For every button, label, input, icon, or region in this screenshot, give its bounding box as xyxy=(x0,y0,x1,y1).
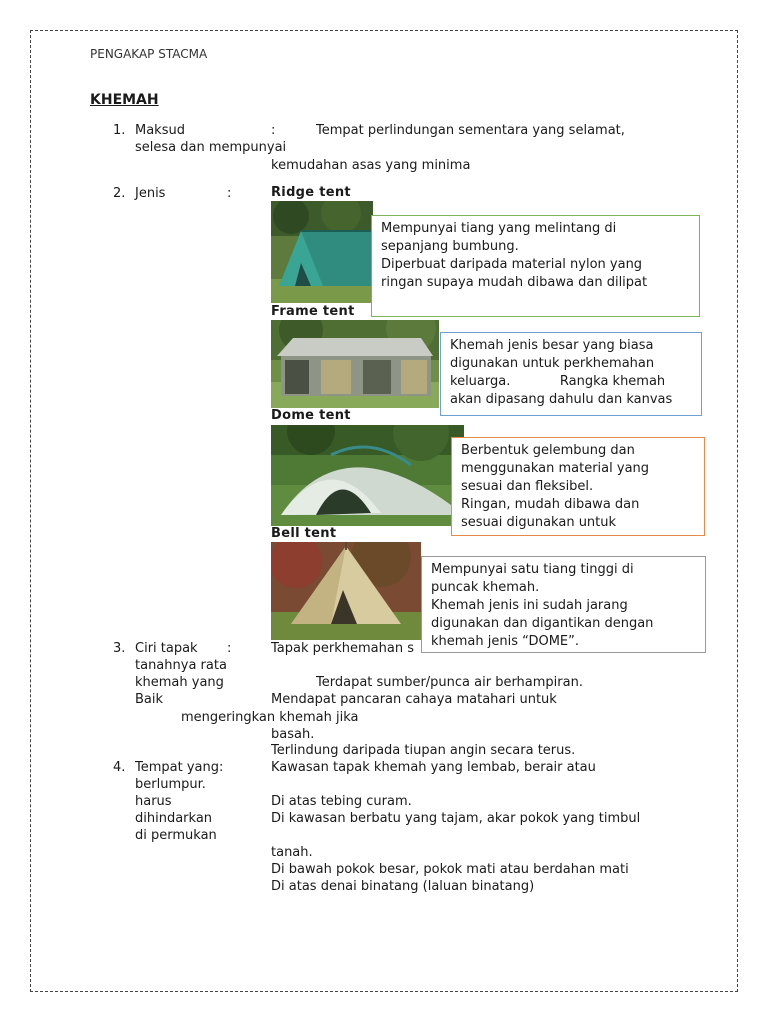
item-label: khemah yang xyxy=(135,675,224,690)
item-label: Ciri tapak xyxy=(135,641,198,656)
item-text: Di bawah pokok besar, pokok mati atau berdahan mati xyxy=(271,862,629,877)
item-text: basah. xyxy=(271,727,315,742)
item-text: Di atas tebing curam. xyxy=(271,794,412,809)
item-colon: : xyxy=(227,186,232,201)
item-text: Tempat perlindungan sementara yang selamat, xyxy=(316,123,625,138)
description-line: Berbentuk gelembung dan xyxy=(461,443,635,458)
description-line: ringan supaya mudah dibawa dan dilipat xyxy=(381,275,648,290)
bell-tent-label: Bell tent xyxy=(271,526,337,541)
description-line: sesuai digunakan untuk xyxy=(461,515,617,530)
item-number: 4. xyxy=(113,760,126,775)
bell-tent-description xyxy=(421,556,706,653)
item-label: harus xyxy=(135,794,172,809)
ridge-tent-photo xyxy=(271,201,373,303)
frame-tent-label: Frame tent xyxy=(271,304,355,319)
item-text: mengeringkan khemah jika xyxy=(181,710,359,725)
organization-name: PENGAKAP STACMA xyxy=(90,47,208,61)
bell-tent-photo xyxy=(271,542,421,640)
item-text: kemudahan asas yang minima xyxy=(271,158,471,173)
ridge-tent-label: Ridge tent xyxy=(271,185,351,200)
description-line: Khemah jenis ini sudah jarang xyxy=(431,598,628,613)
description-line: Ringan, mudah dibawa dan xyxy=(461,497,640,512)
item-text: Terlindung daripada tiupan angin secara terus. xyxy=(271,743,576,758)
ridge-tent-description xyxy=(371,215,700,317)
description-line: Mempunyai satu tiang tinggi di xyxy=(431,562,634,577)
item-colon: : xyxy=(227,641,232,656)
description-line: Mempunyai tiang yang melintang di xyxy=(381,221,617,236)
item-label: berlumpur. xyxy=(135,777,206,792)
dome-tent-description xyxy=(451,437,705,536)
item-label: Maksud xyxy=(135,123,185,138)
dome-tent-photo xyxy=(271,425,464,526)
description-line: puncak khemah. xyxy=(431,580,540,595)
item-number: 3. xyxy=(113,641,126,656)
item-text: selesa dan mempunyai xyxy=(135,140,287,155)
item-label: di permukan xyxy=(135,828,217,843)
description-line: digunakan dan digantikan dengan xyxy=(431,616,654,631)
frame-tent-description xyxy=(440,332,702,416)
description-line: keluarga. Rangka khemah xyxy=(450,374,666,389)
description-line: Khemah jenis besar yang biasa xyxy=(450,338,654,353)
item-text: Di atas denai binatang (laluan binatang) xyxy=(271,879,535,894)
item-text: tanah. xyxy=(271,845,313,860)
item-label: Baik xyxy=(135,692,164,707)
description-line: digunakan untuk perkhemahan xyxy=(450,356,655,371)
item-number: 1. xyxy=(113,123,126,138)
document-title: KHEMAH xyxy=(90,92,159,108)
item-colon: : xyxy=(271,123,276,138)
description-line: menggunakan material yang xyxy=(461,461,650,476)
description-line: khemah jenis “DOME”. xyxy=(431,634,580,649)
item-text: Mendapat pancaran cahaya matahari untuk xyxy=(271,692,557,707)
description-line: akan dipasang dahulu dan kanvas xyxy=(450,392,673,407)
item-text: Kawasan tapak khemah yang lembab, berair atau xyxy=(271,760,596,775)
item-text: Tapak perkhemahan s xyxy=(271,641,414,656)
item-text: Terdapat sumber/punca air berhampiran. xyxy=(316,675,583,690)
description-line: sesuai dan fleksibel. xyxy=(461,479,594,494)
dome-tent-label: Dome tent xyxy=(271,408,351,423)
item-label: Jenis xyxy=(135,186,166,201)
item-label: tanahnya rata xyxy=(135,658,227,673)
item-number: 2. xyxy=(113,186,126,201)
item-text: Di kawasan berbatu yang tajam, akar pokok yang timbul xyxy=(271,811,641,826)
frame-tent-photo xyxy=(271,320,439,408)
description-line: Diperbuat daripada material nylon yang xyxy=(381,257,643,272)
description-line: sepanjang bumbung. xyxy=(381,239,519,254)
item-label: dihindarkan xyxy=(135,811,213,826)
item-label: Tempat yang: xyxy=(135,760,224,775)
